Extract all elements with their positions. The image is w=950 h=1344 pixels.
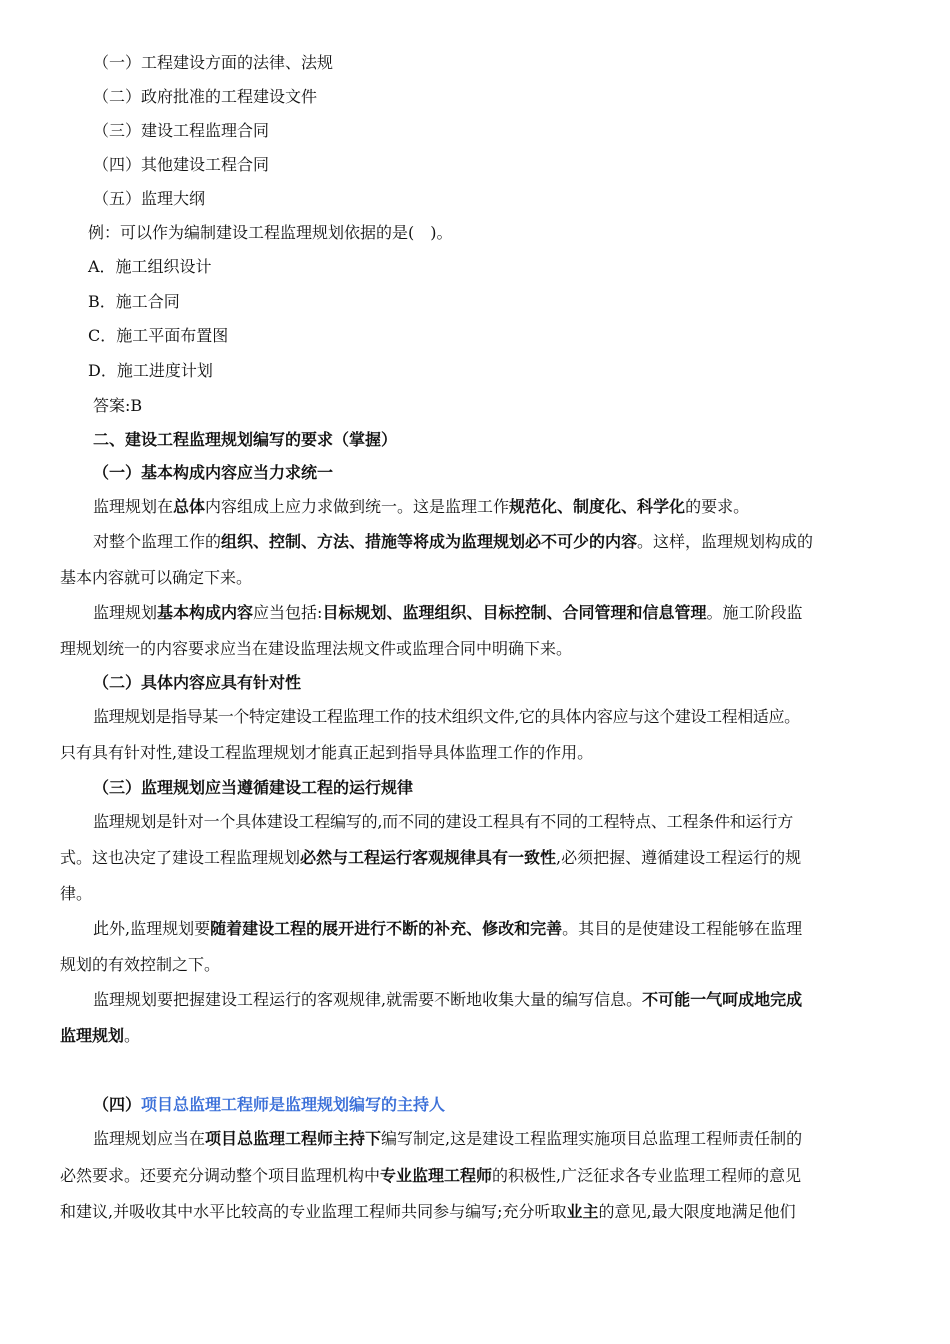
example-question: 例：可以作为编制建设工程监理规划依据的是( )。 [88,223,453,242]
paragraph-continuation: 必然要求。还要充分调动整个项目监理机构中专业监理工程师的积极性,广泛征求各专业监理工程师的意见 [60,1166,802,1185]
basis-item-3: （三）建设工程监理合同 [93,121,270,140]
paragraph-continuation: 理规划统一的内容要求应当在建设监理法规文件或监理合同中明确下来。 [60,639,573,658]
paragraph: 对整个监理工作的组织、控制、方法、措施等将成为监理规划必不可少的内容。这样，监理规划构成的 [93,532,814,551]
option-c: C．施工平面布置图 [88,326,229,345]
example-answer: 答案:B [93,396,143,415]
paragraph-continuation: 基本内容就可以确定下来。 [60,568,253,587]
paragraph: 监理规划应当在项目总监理工程师主持下编写制定,这是建设工程监理实施项目总监理工程师责任制的 [93,1129,803,1148]
paragraph: 监理规划是针对一个具体建设工程编写的,而不同的建设工程具有不同的工程特点、工程条件和运行方 [93,812,794,831]
basis-item-5: （五）监理大纲 [93,189,206,208]
paragraph-continuation: 规划的有效控制之下。 [60,955,221,974]
subsection-4-heading: （四）项目总监理工程师是监理规划编写的主持人 [93,1095,446,1114]
paragraph: 此外,监理规划要随着建设工程的展开进行不断的补充、修改和完善。其目的是使建设工程能够在监理 [93,919,803,938]
option-a: A．施工组织设计 [88,257,212,276]
subsection-3-heading: （三）监理规划应当遵循建设工程的运行规律 [93,778,414,797]
option-d: D．施工进度计划 [88,361,213,380]
subsection-2-heading: （二）具体内容应具有针对性 [93,673,302,692]
basis-item-2: （二）政府批准的工程建设文件 [93,87,318,106]
paragraph-continuation: 式。这也决定了建设工程监理规划必然与工程运行客观规律具有一致性,必须把握、遵循建设工程运行的规 [60,848,802,867]
paragraph: 监理规划在总体内容组成上应力求做到统一。这是监理工作规范化、制度化、科学化的要求。 [93,497,750,516]
paragraph: 监理规划是指导某一个特定建设工程监理工作的技术组织文件,它的具体内容应与这个建设工程相适应。 [93,707,800,726]
paragraph-continuation: 只有具有针对性,建设工程监理规划才能真正起到指导具体监理工作的作用。 [60,743,594,762]
paragraph: 监理规划基本构成内容应当包括:目标规划、监理组织、目标控制、合同管理和信息管理。施工阶段监 [93,603,803,622]
section-heading: 二、建设工程监理规划编写的要求（掌握） [93,430,398,449]
subsection-1-heading: （一）基本构成内容应当力求统一 [93,463,334,482]
option-b: B．施工合同 [88,292,180,311]
paragraph-continuation: 律。 [60,884,93,903]
paragraph-continuation: 监理规划。 [60,1026,141,1045]
basis-item-1: （一）工程建设方面的法律、法规 [93,53,334,72]
paragraph-continuation: 和建议,并吸收其中水平比较高的专业监理工程师共同参与编写;充分听取业主的意见,最大限度地满足他们 [60,1202,796,1221]
paragraph: 监理规划要把握建设工程运行的客观规律,就需要不断地收集大量的编写信息。不可能一气呵成地完成 [93,990,803,1009]
basis-item-4: （四）其他建设工程合同 [93,155,270,174]
